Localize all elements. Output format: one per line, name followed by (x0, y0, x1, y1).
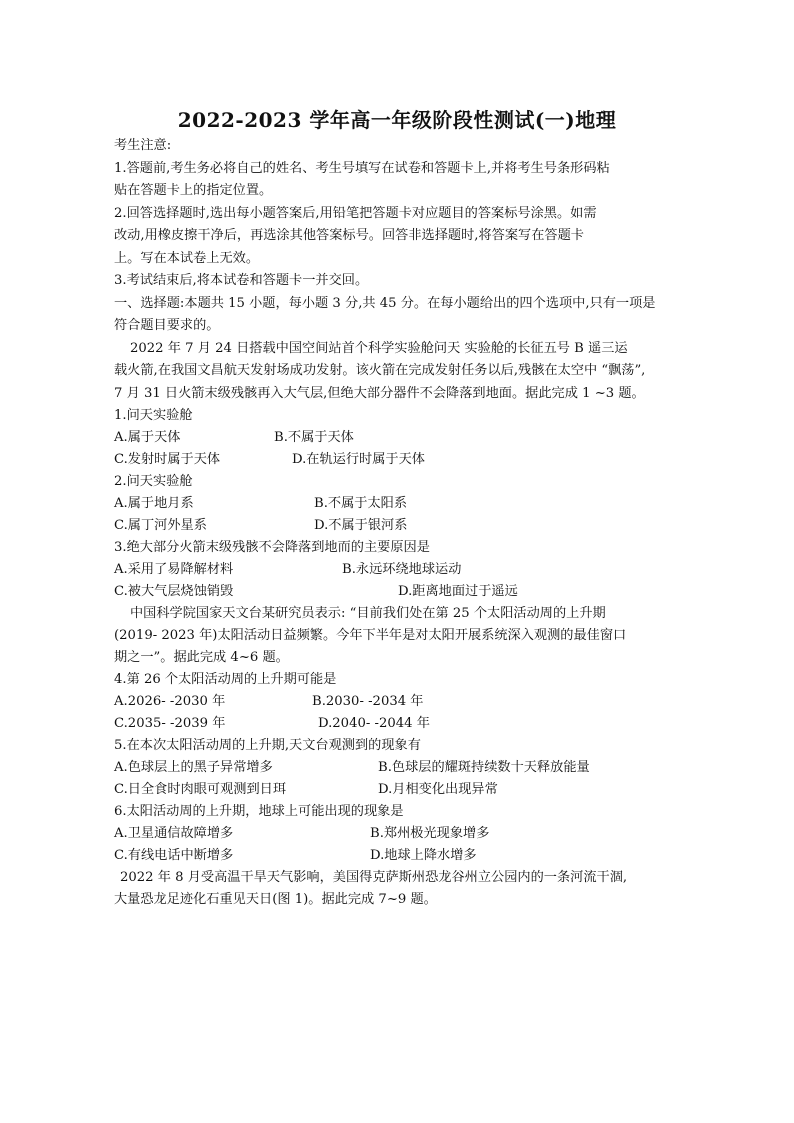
option-d: D.2040- -2044 年 (318, 716, 430, 731)
option-a: A.2026- -2030 年 (114, 694, 226, 709)
notice-line: 1.答题前,考生务必将自己的姓名、考生号填写在试卷和答题卡上,并将考生号条形码粘 (114, 161, 610, 176)
option-a: A.卫星通信故障增多 (114, 826, 234, 841)
option-a: A.属于天体 (114, 430, 181, 445)
passage-line: 2022 年 7 月 24 日搭载中国空间站首个科学实验舱问天 实验舱的长征五号 B 遥三运 (130, 341, 628, 356)
passage-line: 大量恐龙足迹化石重见天日(图 1)。据此完成 7~9 题。 (114, 892, 437, 907)
option-d: D.不属于银河系 (314, 518, 408, 533)
notice-line: 上。写在本试卷上无效。 (114, 251, 260, 266)
option-a: A.属于地月系 (114, 496, 194, 511)
option-b: B.郑州极光现象增多 (370, 826, 490, 841)
option-b: B.2030- -2034 年 (312, 694, 424, 709)
question-stem: 1.问天实验舱 (114, 408, 193, 423)
option-b: B.色球层的耀斑持续数十天释放能量 (378, 760, 590, 775)
option-b: B.不属于太阳系 (314, 496, 408, 511)
option-b: B.不属于天体 (274, 430, 354, 445)
option-d: D.地球上降水增多 (370, 848, 477, 863)
question-stem: 2.问天实验舱 (114, 474, 193, 489)
notice-line: 改动,用橡皮擦干净后，再选涂其他答案标号。回答非选择题时,将答案写在答题卡 (114, 228, 584, 243)
passage-line: 载火箭,在我国文昌航天发射场成功发射。该火箭在完成发射任务以后,残骸在太空中 “飘荡”, (114, 363, 646, 378)
passage-line: 期之一”。据此完成 4~6 题。 (114, 650, 289, 665)
question-stem: 5.在本次太阳活动周的上升期,天文台观测到的现象有 (114, 738, 421, 753)
notice-line: 3.考试结束后,将本试卷和答题卡一并交回。 (114, 273, 369, 288)
question-stem: 3.绝大部分火箭末级残骸不会降落到地而的主要原因是 (114, 540, 430, 555)
option-c: C.有线电话中断增多 (114, 848, 234, 863)
option-c: C.属丁河外星系 (114, 518, 207, 533)
section-heading: 一、选择题:本题共 15 小题，每小题 3 分,共 45 分。在每小题给出的四个选项中,只有一项是 (114, 296, 656, 311)
option-b: B.永远环绕地球运动 (342, 562, 462, 577)
notice-line: 贴在答题卡上的指定位置。 (114, 183, 273, 198)
option-d: D.月相变化出现异常 (378, 782, 498, 797)
question-stem: 6.太阳活动周的上升期，地球上可能出现的现象是 (114, 804, 404, 819)
notice-heading: 考生注意: (114, 138, 172, 153)
section-heading-cont: 符合题目要求的。 (114, 318, 220, 333)
option-c: C.发射时属于天体 (114, 452, 221, 467)
passage-line: 7 月 31 日火箭末级残骸再入大气层,但绝大部分器件不会降落到地面。据此完成 1 ~3 题。 (114, 386, 645, 401)
option-a: A.采用了易降解材料 (114, 562, 234, 577)
option-c: C.2035- -2039 年 (114, 716, 226, 731)
passage-line: 中国科学院国家天文台某研究员表示: “目前我们处在第 25 个太阳活动周的上升期 (130, 606, 606, 621)
page-title: 2022-2023 学年高一年级阶段性测试(一)地理 (177, 108, 617, 132)
option-c: C.日全食时肉眼可观测到日珥 (114, 782, 287, 797)
option-d: D.距离地面过于遥远 (398, 584, 518, 599)
option-a: A.色球层上的黑子异常增多 (114, 760, 273, 775)
notice-line: 2.回答选择题时,选出每小题答案后,用铅笔把答题卡对应题目的答案标号涂黑。如需 (114, 206, 597, 221)
option-d: D.在轨运行时属于天体 (292, 452, 425, 467)
question-stem: 4.第 26 个太阳活动周的上升期可能是 (114, 672, 337, 687)
passage-line: 2022 年 8 月受高温干旱天气影响，美国得克萨斯州恐龙谷州立公园内的一条河流干涸, (120, 870, 628, 885)
option-c: C.被大气层烧蚀销毁 (114, 584, 234, 599)
passage-line: (2019- 2023 年)太阳活动日益频繁。今年下半年是对太阳开展系统深入观测的最佳窗口 (114, 628, 627, 643)
